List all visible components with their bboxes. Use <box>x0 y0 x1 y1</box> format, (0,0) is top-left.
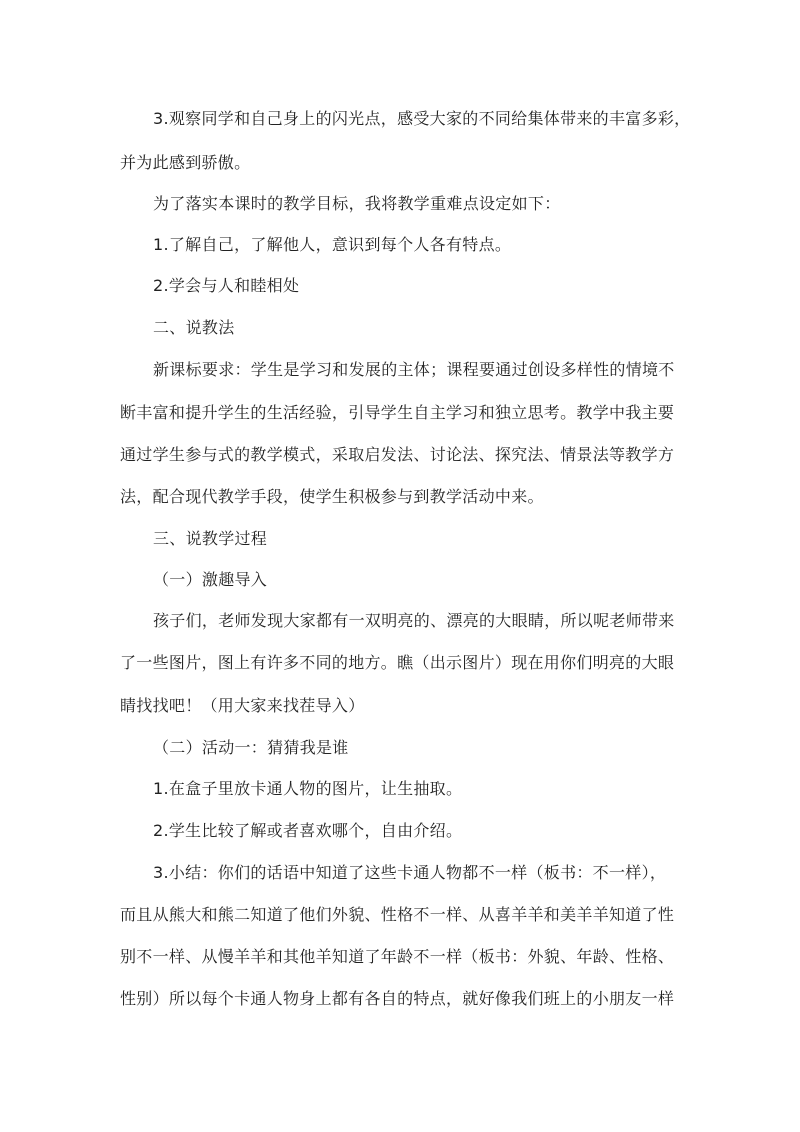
text-line-13: 孩子们，老师发现大家都有一双明亮的、漂亮的大眼睛，所以呢老师带来 <box>153 611 675 630</box>
text-line-5: 2.学会与人和睦相处 <box>153 276 300 295</box>
text-line-4: 1.了解自己，了解他人，意识到每个人各有特点。 <box>153 235 512 254</box>
text-line-3: 为了落实本课时的教学目标，我将教学重难点设定如下： <box>153 194 561 213</box>
text-line-7: 新课标要求：学生是学习和发展的主体；课程要通过创设多样性的情境不 <box>153 360 675 379</box>
text-line-22: 性别）所以每个卡通人物身上都有各自的特点，就好像我们班上的小朋友一样 <box>120 989 675 1008</box>
subsection-heading-activity-one: （二）活动一：猜猜我是谁 <box>153 738 349 757</box>
text-line-1: 3.观察同学和自己身上的闪光点，感受大家的不同给集体带来的丰富多彩， <box>153 109 691 128</box>
text-line-15: 睛找找吧！（用大家来找茬导入） <box>120 696 365 715</box>
text-line-10: 法，配合现代教学手段，使学生积极参与到教学活动中来。 <box>120 487 544 506</box>
text-line-14: 了一些图片，图上有许多不同的地方。瞧（出示图片）现在用你们明亮的大眼 <box>120 653 675 672</box>
text-line-9: 通过学生参与式的教学模式，采取启发法、讨论法、探究法、情景法等教学方 <box>120 445 675 464</box>
section-heading-teaching-process: 三、说教学过程 <box>153 529 268 548</box>
subsection-heading-intro: （一）激趣导入 <box>153 570 268 589</box>
text-line-8: 断丰富和提升学生的生活经验，引导学生自主学习和独立思考。教学中我主要 <box>120 403 675 422</box>
text-line-19: 3.小结：你们的话语中知道了这些卡通人物都不一样（板书：不一样）， <box>153 863 667 882</box>
text-line-21: 别不一样、从慢羊羊和其他羊知道了年龄不一样（板书：外貌、年龄、性格、 <box>120 947 675 966</box>
section-heading-teaching-method: 二、说教法 <box>153 318 235 337</box>
text-line-2: 并为此感到骄傲。 <box>120 153 251 172</box>
text-line-20: 而且从熊大和熊二知道了他们外貌、性格不一样、从喜羊羊和美羊羊知道了性 <box>120 905 675 924</box>
text-line-18: 2.学生比较了解或者喜欢哪个，自由介绍。 <box>153 821 463 840</box>
text-line-17: 1.在盒子里放卡通人物的图片，让生抽取。 <box>153 779 463 798</box>
